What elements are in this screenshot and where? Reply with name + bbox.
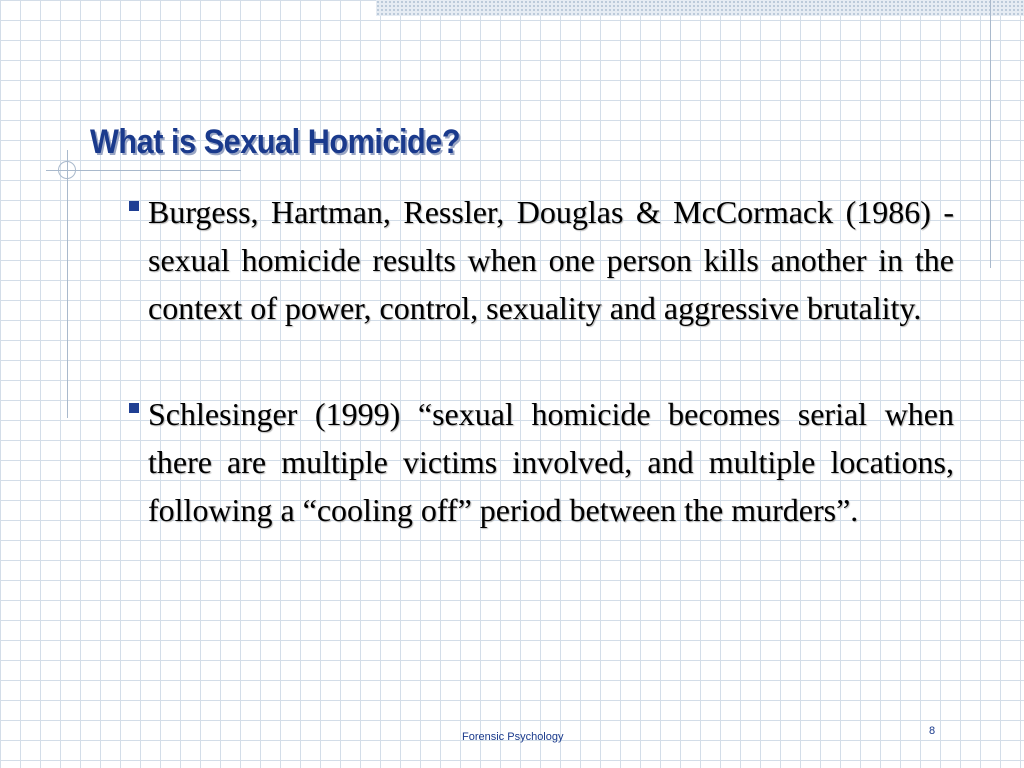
bullet-list <box>126 188 954 592</box>
left-decorative-rule <box>67 150 68 418</box>
top-decorative-band <box>376 0 1024 16</box>
bullet-item <box>126 390 954 534</box>
page-number: 8 <box>929 725 936 737</box>
bullet-text: Burgess, Hartman, Ressler, Douglas & McCormack (1986) - sexual homicide results when one person kills another in the context of power, control, sexuality and aggressive brutality. <box>148 194 954 326</box>
right-decorative-rule <box>990 0 991 268</box>
bullet-text: Schlesinger (1999) “sexual homicide becomes serial when there are multiple victims involved, and multiple locations, following a “cooling off” period between the murders”. <box>148 396 954 528</box>
crosshair-circle-icon <box>58 161 76 179</box>
bullet-item <box>126 188 954 332</box>
square-bullet-icon <box>129 201 139 211</box>
square-bullet-icon <box>129 403 139 413</box>
slide-title: What is Sexual Homicide? <box>90 123 461 161</box>
footer-text: Forensic Psychology <box>462 731 564 743</box>
